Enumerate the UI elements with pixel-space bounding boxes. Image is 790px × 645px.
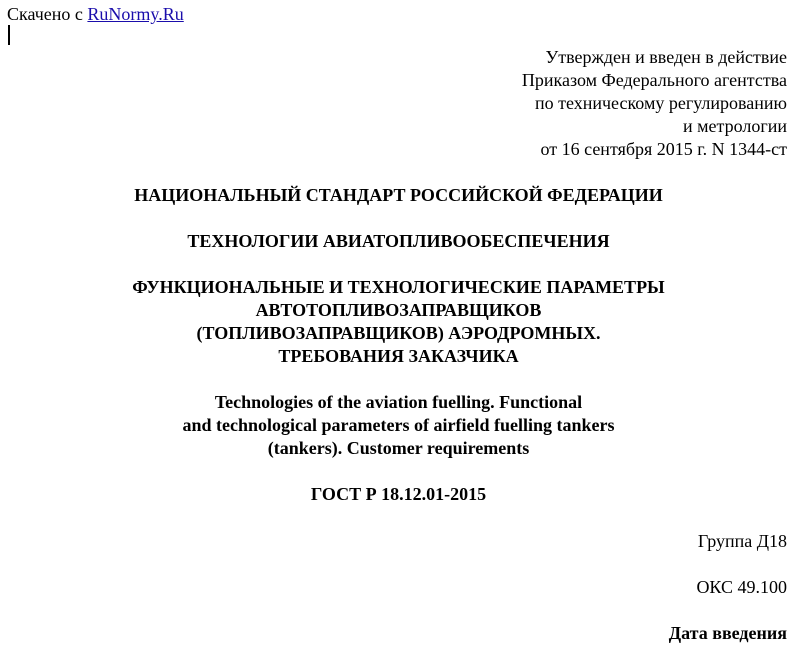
approval-line: Утвержден и введен в действие	[545, 47, 787, 67]
oks-code: ОКС 49.100	[696, 577, 787, 597]
standard-code-text: ГОСТ Р 18.12.01-2015	[310, 484, 487, 504]
national-standard-title	[0, 184, 790, 207]
standard-code	[0, 483, 790, 506]
effective-date-label: Дата введения	[668, 623, 787, 643]
english-title	[0, 391, 790, 460]
en-title-line: and technological parameters of airfield fuelling tankers	[182, 415, 615, 435]
approval-block	[522, 46, 787, 161]
national-title-text: НАЦИОНАЛЬНЫЙ СТАНДАРТ РОССИЙСКОЙ ФЕДЕРАЦИИ	[134, 185, 663, 205]
text-cursor	[8, 25, 10, 45]
approval-line: Приказом Федерального агентства	[521, 70, 787, 90]
series-title-text: ТЕХНОЛОГИИ АВИАТОПЛИВООБЕСПЕЧЕНИЯ	[187, 231, 610, 251]
source-prefix: Скачено с	[7, 4, 88, 24]
source-line	[7, 3, 184, 26]
approval-line: и метрологии	[683, 116, 787, 136]
ru-title-line: (ТОПЛИВОЗАПРАВЩИКОВ) АЭРОДРОМНЫХ.	[196, 323, 601, 343]
en-title-line: Technologies of the aviation fuelling. Functional	[214, 392, 583, 412]
series-title	[0, 230, 790, 253]
source-link[interactable]: RuNormy.Ru	[87, 4, 184, 24]
ru-title-line: ТРЕБОВАНИЯ ЗАКАЗЧИКА	[278, 346, 519, 366]
approval-line: по техническому регулированию	[534, 93, 787, 113]
ru-title-line: ФУНКЦИОНАЛЬНЫЕ И ТЕХНОЛОГИЧЕСКИЕ ПАРАМЕТРЫ	[132, 277, 665, 297]
approval-line: от 16 сентября 2015 г. N 1344-ст	[540, 139, 787, 159]
russian-title	[0, 276, 790, 368]
ru-title-line: АВТОТОПЛИВОЗАПРАВЩИКОВ	[255, 300, 542, 320]
group-code: Группа Д18	[697, 531, 787, 551]
en-title-line: (tankers). Customer requirements	[267, 438, 530, 458]
